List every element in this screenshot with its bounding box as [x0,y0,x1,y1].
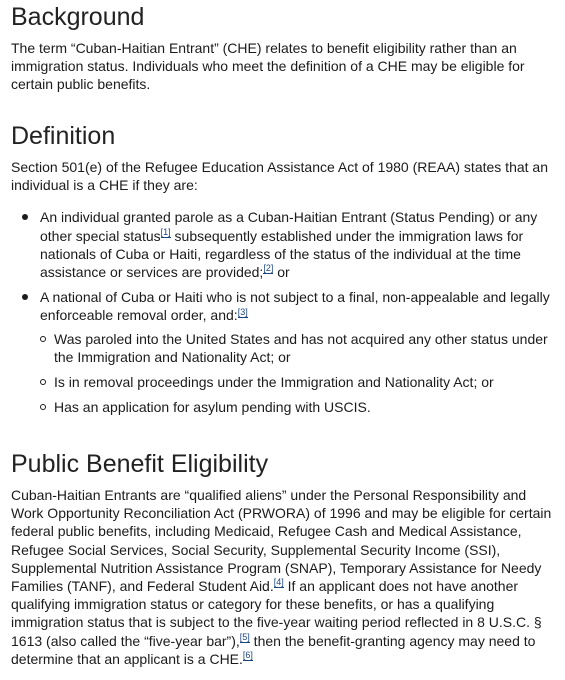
footnote-link-2[interactable]: [2] [263,263,274,274]
paragraph-text: Cuban-Haitian Entrants are “qualified aliens” under the Personal Responsibility and Work Opportunity Reconciliation Act (PRWORA) of 1996 and may be eligible for certain federal public benefits, including Medicaid, Refugee Cash and Medical Assistance, Refugee Social Services, Social Security, Supplemental Security Income (SSI), Supplemental Nutrition Assistance Program (SNAP), Temporary Assistance for Needy Families (TANF), and Federal Student Aid. [11,487,552,595]
list-item [11,208,556,281]
bullet-text: or [273,264,290,281]
eligibility-section [11,449,556,668]
bullet-text: An individual granted parole as a Cuban-Haitian Entrant (Status Pending) or any other special status [40,209,538,244]
background-paragraph: The term “Cuban-Haitian Entrant” (CHE) relates to benefit eligibility rather than an immigration status. Individuals who meet the definition of a CHE may be eligible for certain public benefits. [11,40,525,93]
paragraph-text: If an applicant does not have another qualifying immigration status or category for these benefits, or has a qualifying immigration status that is subject to the five-year waiting period reflected in 8 U.S.C. § 1613 (also called the “five-year bar”), [11,578,542,649]
eligibility-heading: Public Benefit Eligibility [11,450,269,478]
background-heading: Background [11,3,145,31]
sub-list-item: Is in removal proceedings under the Immigration and Nationality Act; or [40,373,556,391]
paragraph-text: then the benefit-granting agency may need to determine that an applicant is a CHE. [11,632,536,667]
footnote-link-5[interactable]: [5] [239,631,250,642]
footnote-link-4[interactable]: [4] [273,577,284,588]
definition-heading: Definition [11,122,116,150]
footnote-link-1[interactable]: [1] [160,226,171,237]
sub-list-item: Has an application for asylum pending with USCIS. [40,398,556,416]
definition-section [11,121,556,416]
definition-intro: Section 501(e) of the Refugee Education Assistance Act of 1980 (REAA) states that an individual is a CHE if they are: [11,159,548,194]
footnote-link-6[interactable]: [6] [242,650,253,661]
bullet-text: A national of Cuba or Haiti who is not subject to a final, non-appealable and legally enforceable removal order, and: [40,289,550,324]
definition-list [11,208,556,416]
list-item [11,288,556,416]
background-section [11,2,556,94]
bullet-text: subsequently established under the immigration laws for nationals of Cuba or Haiti, regardless of the status of the individual at the time assistance or services are provided; [40,227,524,281]
sub-list [40,330,556,417]
eligibility-paragraph [11,486,556,668]
sub-list-item: Was paroled into the United States and has not acquired any other status under the Immigration and Nationality Act; or [40,330,556,366]
footnote-link-3[interactable]: [3] [237,306,248,317]
